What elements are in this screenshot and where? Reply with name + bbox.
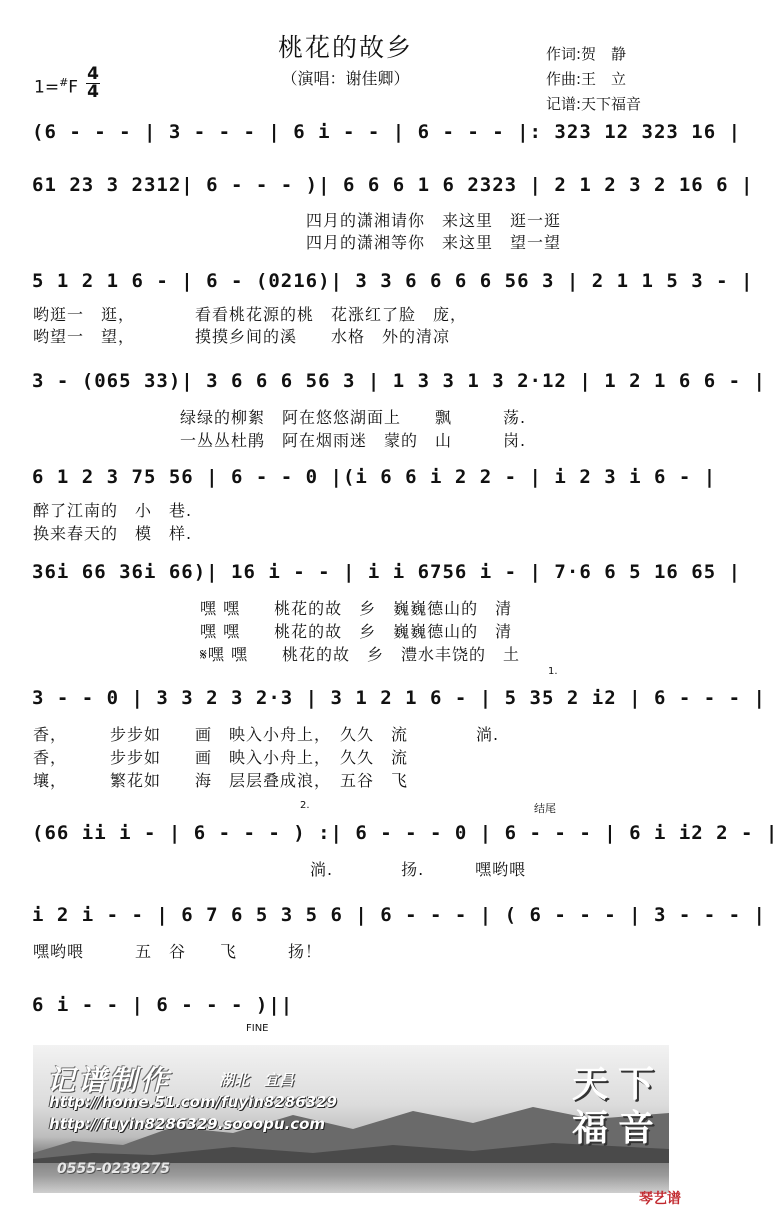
lyric-line: 香， 步步如 画 映入小舟上， 久久 流 淌. <box>33 725 500 744</box>
logo-char: 天 <box>571 1064 608 1105</box>
lyric-line: 四月的潇湘请你 来这里 逛一逛 <box>306 211 562 230</box>
lyric-line: 淌. 扬. 嘿哟喂 <box>310 860 527 879</box>
transcriber: 记谱:天下福音 <box>546 95 642 113</box>
singer-credit: （演唱：谢佳卿） <box>281 69 410 88</box>
credits <box>546 42 641 117</box>
composer: 作曲:王 立 <box>546 70 627 88</box>
brand-logo <box>567 1063 667 1151</box>
lyric-line: 四月的潇湘等你 来这里 望一望 <box>306 233 562 252</box>
notation-line-10: 6 i - - | 6 - - - )|| <box>32 994 294 1016</box>
notation-line-4: 3 - (065 33)| 3 6 6 6 56 3 | 1 3 3 1 3 2·12 | 1 2 1 6 6 - | <box>32 370 766 392</box>
lyric-line: 壤， 繁花如 海 层层叠成浪， 五谷 飞 <box>33 771 409 790</box>
song-title: 桃花的故乡 <box>277 33 413 62</box>
lyric-line: 一丛丛杜鹃 阿在烟雨迷 蒙的 山 岗. <box>180 431 527 450</box>
notation-line-6: 36i 66 36i 66)| 16 i - - | i i 6756 i - | 7·6 6 5 16 65 | <box>32 561 742 583</box>
lyric-line: 绿绿的柳絮 阿在悠悠湖面上 飘 荡. <box>180 408 527 427</box>
key-signature <box>34 76 78 98</box>
lyric-line: 香， 步步如 画 映入小舟上， 久久 流 <box>33 748 409 767</box>
ending-2-mark: 2. <box>300 800 310 811</box>
logo-char: 音 <box>617 1108 654 1149</box>
banner-location: 湖北 宜昌 <box>219 1071 295 1089</box>
key-prefix: 1= <box>34 77 60 98</box>
notation-line-8: (66 ii i - | 6 - - - ) :| 6 - - - 0 | 6 - - - | 6 i i2 2 - | <box>32 822 778 844</box>
time-signature <box>86 66 100 101</box>
lyric-line: 𝄋嘿 嘿 桃花的故 乡 澧水丰饶的 土 <box>200 645 520 664</box>
meter-top: 4 <box>87 64 99 84</box>
notation-line-2: 61 23 3 2312| 6 - - - )| 6 6 6 1 6 2323 | 2 1 2 3 2 16 6 | <box>32 174 754 196</box>
credit-banner <box>33 1045 669 1193</box>
notation-line-7: 3 - - 0 | 3 3 2 3 2·3 | 3 1 2 1 6 - | 5 35 2 i2 | 6 - - - | <box>32 687 766 709</box>
lyric-line: 哟望一 望， 摸摸乡间的溪 水格 外的清凉 <box>33 327 451 346</box>
lyric-line: 哟逛一 逛， 看看桃花源的桃 花涨红了脸 庞， <box>33 305 468 324</box>
site-watermark: 琴艺谱 <box>639 1191 681 1207</box>
logo-char: 福 <box>571 1108 608 1149</box>
lyric-line: 嘿 嘿 桃花的故 乡 巍巍德山的 清 <box>200 622 513 641</box>
lyric-line: 嘿 嘿 桃花的故 乡 巍巍德山的 清 <box>200 599 513 618</box>
notation-line-9: i 2 i - - | 6 7 6 5 3 5 6 | 6 - - - | ( 6 - - - | 3 - - - | <box>32 904 766 926</box>
key-sharp: # <box>59 76 69 89</box>
banner-title: 记谱制作 <box>47 1064 172 1097</box>
notation-line-3: 5 1 2 1 6 - | 6 - (0216)| 3 3 6 6 6 6 56 3 | 2 1 1 5 3 - | <box>32 270 754 292</box>
notation-line-1: (6 - - - | 3 - - - | 6 i - - | 6 - - - |: 323 12 323 16 | <box>32 121 742 143</box>
lyric-line: 嘿哟喂 五 谷 飞 扬！ <box>33 942 323 961</box>
ending-1-mark: 1. <box>548 666 558 677</box>
notation-line-5: 6 1 2 3 75 56 | 6 - - 0 |(i 6 6 i 2 2 - | i 2 3 i 6 - | <box>32 466 717 488</box>
banner-url-1[interactable]: http://home.51.com/fuyin8286329 <box>49 1093 337 1111</box>
fine-mark: FINE <box>246 1023 269 1034</box>
logo-char: 下 <box>617 1064 654 1105</box>
banner-url-2[interactable]: http://fuyin8286329.sooopu.com <box>49 1115 326 1133</box>
banner-phone: 0555-0239275 <box>57 1161 170 1177</box>
coda-mark: 结尾 <box>534 802 556 815</box>
lyric-line: 换来春天的 模 样. <box>33 524 193 543</box>
lyric-line: 醉了江南的 小 巷. <box>33 501 193 520</box>
key-letter: F <box>68 77 79 98</box>
meter-bottom: 4 <box>87 82 99 102</box>
lyricist: 作词:贺 静 <box>546 45 627 63</box>
